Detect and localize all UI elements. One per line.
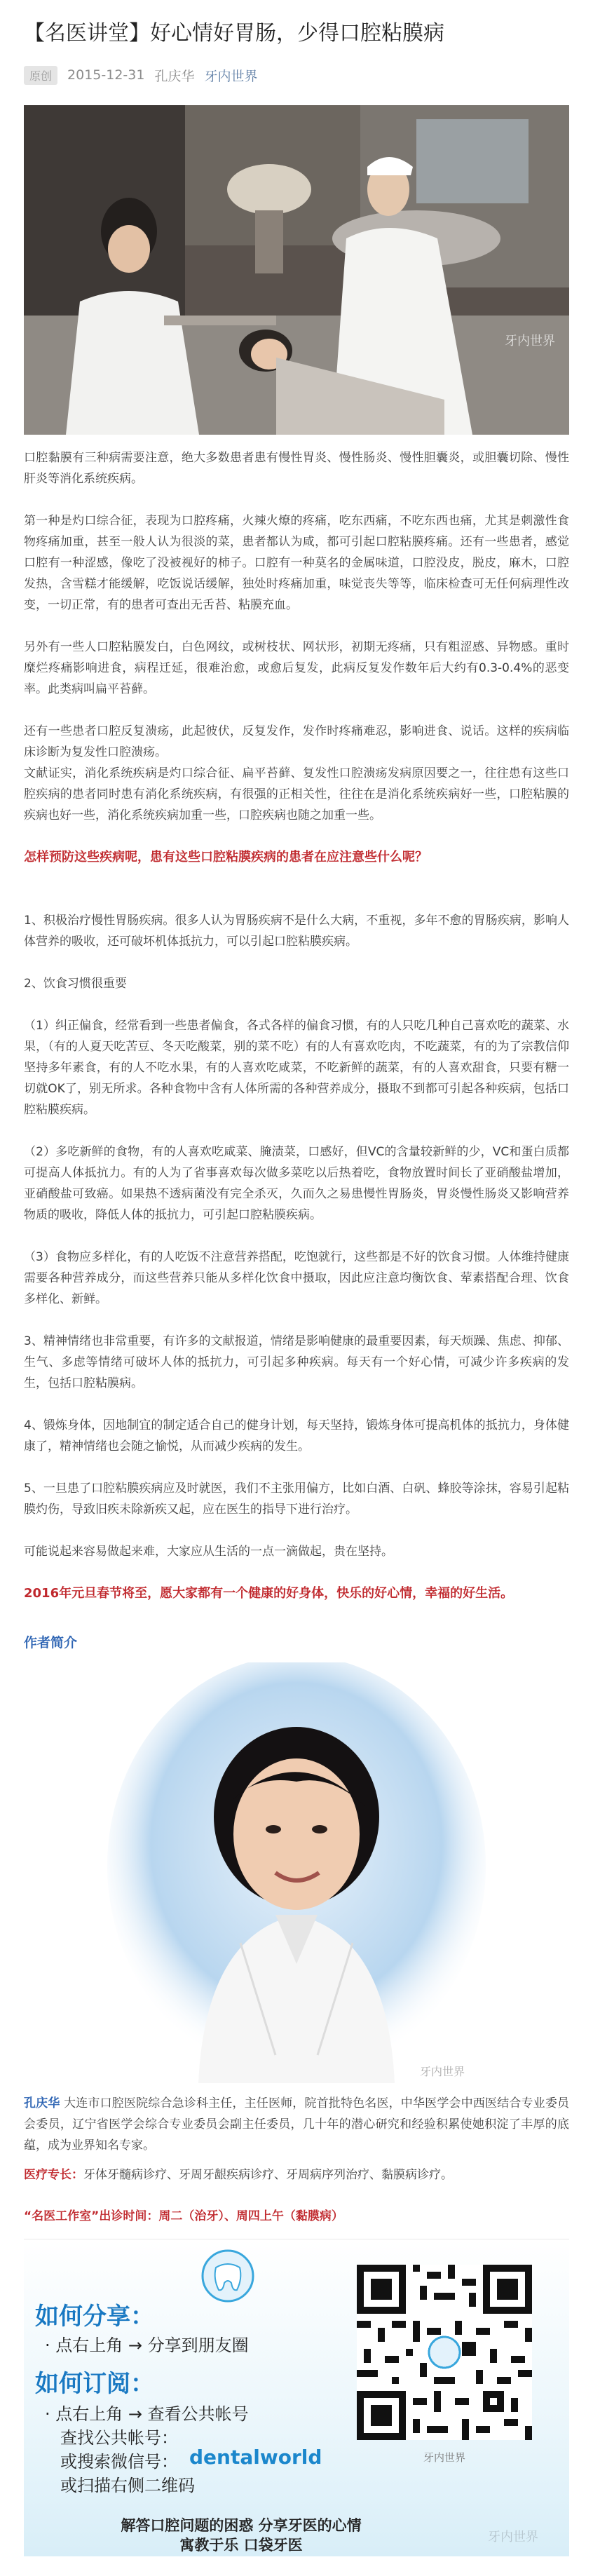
author-bio-name: 孔庆华 (24, 2096, 60, 2110)
photo-watermark: 牙内世界 (505, 334, 555, 348)
qr-code-icon (357, 2265, 532, 2440)
qr-logo-label: 牙内世界 (423, 2451, 465, 2464)
paragraph-burning-mouth: 第一种是灼口综合征，表现为口腔疼痛，火辣火燎的疼痛，吃东西痛，不吃东西也痛，尤其是刺激性食物疼痛加重，甚至一般人认为很淡的菜，患者都认为咸，都可引起口腔粘膜疼痛。还有一些患者，感觉口腔有一种涩感，像吃了没被视好的柿子。口腔有一种莫名的金属味道，口腔没皮，脱皮，麻木，口腔发热，含雪糕才能缓解，吃饭说话缓解，独处时疼痛加重，味觉丧失等等，临床检查可无任何病理性改变，一切正常，有的患者可查出无舌苔、粘膜充血。 (24, 514, 569, 612)
qr-code[interactable] (357, 2265, 532, 2440)
paragraph-literature: 文献证实，消化系统疾病是灼口综合征、扁平苔藓、复发性口腔溃疡发病原因要之一，往往患有这些口腔疾病的患者同时患有消化系统疾病，有很强的正相关性，往往在是消化系统疾病好一些，口腔粘膜的疾病也好一些，消化系统疾病加重一些，口腔疾病也随之加重一些。 (24, 766, 569, 822)
article-meta (24, 65, 569, 86)
author-portrait-illustration (100, 1662, 493, 2083)
original-tag: 原创 (24, 66, 57, 85)
tip-2: 2、饮食习惯很重要 (24, 977, 127, 991)
publish-date: 2015-12-31 (67, 67, 145, 83)
article-title: 【名医讲堂】好心情好胃肠，少得口腔粘膜病 (24, 21, 444, 46)
clinic-photo (24, 105, 569, 435)
banner-watermark: 牙内世界 (488, 2530, 538, 2544)
share-banner (24, 2239, 569, 2556)
share-step: · 点右上角 → 分享到朋友圈 (45, 2336, 249, 2355)
tip-4: 4、锻炼身体，因地制宜的制定适合自己的健身计划，每天坚持，锻炼身体可提高机体的抵抗力，身体健康了，精神情绪也会随之愉悦，从而减少疾病的发生。 (24, 1418, 569, 1453)
expertise-line (24, 2164, 569, 2185)
subscribe-step-2: 查找公共帐号： (60, 2428, 178, 2448)
subscribe-step-3: 或搜索微信号： (60, 2452, 178, 2472)
author-bio-text: 大连市口腔医院综合急诊科主任，主任医师，院首批特色名医，中华医学会中西医结合专业委员会委员，辽宁省医学会综合专业委员会副主任委员，几十年的潜心研究和经验积累使她积淀了丰厚的底蕴，成为业界知名专家。 (24, 2096, 570, 2153)
author-bio (24, 2093, 569, 2156)
expertise-label: 医疗专长： (24, 2168, 83, 2182)
closing-paragraph: 可能说起来容易做起来难，大家应从生活的一点一滴做起，贵在坚持。 (24, 1545, 393, 1559)
author-name: 孔庆华 (154, 68, 195, 84)
clinic-photo-illustration (24, 105, 569, 435)
subscribe-step-4: 或扫描右侧二维码 (60, 2476, 195, 2495)
expertise-text: 牙体牙髓病诊疗、牙周牙龈疾病诊疗、牙周病序列治疗、黏膜病诊疗。 (83, 2168, 453, 2182)
tip-2c: （3）食物应多样化，有的人吃饭不注意营养搭配，吃饱就行，这些都是不好的饮食习惯。人体维持健康需要各种营养成分，而这些营养只能从多样化饮食中摄取，因此应注意均衡饮食、荤素搭配合理、饮食多样化、新鲜。 (24, 1250, 569, 1306)
prevention-heading: 怎样预防这些疾病呢，患有这些口腔粘膜疾病的患者在应注意些什么呢？ (24, 850, 428, 865)
slogan-line-2: 寓教于乐 口袋牙医 (179, 2537, 303, 2554)
wechat-id[interactable]: dentalworld (189, 2446, 322, 2469)
author-portrait (100, 1662, 493, 2083)
tip-1: 1、积极治疗慢性胃肠疾病。很多人认为胃肠疾病不是什么大病，不重视，多年不愈的胃肠疾病，影响人体营养的吸收，还可破坏机体抵抗力，可以引起口腔粘膜疾病。 (24, 914, 569, 949)
paragraph-ulcer: 还有一些患者口腔反复溃疡，此起彼伏，反复发作，发作时疼痛难忍，影响进食、说话。这样的疾病临床诊断为复发性口腔溃疡。 (24, 724, 569, 759)
subscribe-step-1: · 点右上角 → 查看公共帐号 (45, 2404, 249, 2424)
tip-2b: （2）多吃新鲜的食物，有的人喜欢吃咸菜、腌渍菜，口感好，但VC的含量较新鲜的少，VC和蛋白质都可提高人体抵抗力。有的人为了省事喜欢每次做多菜吃以后热着吃，食物放置时间长了亚硝酸盐增加，亚硝酸盐可致癌。如果热不透病菌没有完全杀灭，久而久之易患慢性胃肠炎，胃炎慢性肠炎又影响营养物质的吸收，降低人体的抵抗力，可引起口腔粘膜疾病。 (24, 1145, 569, 1222)
tip-2a: （1）纠正偏食，经常看到一些患者偏食，各式各样的偏食习惯，有的人只吃几种自己喜欢吃的蔬菜、水果，（有的人夏天吃苦豆、冬天吃酸菜，别的菜不吃）有的人有喜欢吃肉，不吃蔬菜，有的为了宗教信仰坚持多年素食，有的人不吃水果，有的人喜欢吃咸菜，不吃新鲜的蔬菜，有的人喜欢甜食，只要有糖一切就OK了，别无所求。各种食物中含有人体所需的各种营养成分，摄取不到都可引起各种疾病，包括口腔粘膜疾病。 (24, 1019, 569, 1117)
account-link[interactable]: 牙内世界 (204, 68, 258, 84)
paragraph-lichen-planus: 另外有一些人口腔粘膜发白，白色网纹，或树枝状、网状形，初期无疼痛，只有粗涩感、异物感。重时糜烂疼痛影响进食，病程迁延，很难治愈，或愈后复发，此病反复发作数年后大约有0.3-0.4%的恶变率。此类病叫扁平苔藓。 (24, 640, 569, 696)
studio-hours: “名医工作室”出诊时间：周二（治牙）、周四上午（黏膜病） (24, 2209, 343, 2223)
how-to-subscribe-heading: 如何订阅： (35, 2370, 154, 2398)
paragraph-intro: 口腔黏膜有三种病需要注意，绝大多数患者患有慢性胃炎、慢性肠炎、慢性胆囊炎，或胆囊切除、慢性肝炎等消化系统疾病。 (24, 451, 569, 486)
slogan-line-1: 解答口腔问题的困惑 分享牙医的心情 (121, 2517, 362, 2534)
tooth-logo-icon (196, 2248, 259, 2304)
how-to-share-heading: 如何分享： (35, 2303, 154, 2331)
new-year-greeting: 2016年元旦春节将至，愿大家都有一个健康的好身体，快乐的好心情，幸福的好生活。 (24, 1586, 514, 1601)
tip-3: 3、精神情绪也非常重要，有许多的文献报道，情绪是影响健康的最重要因素，每天烦躁、焦虑、抑郁、生气、多虑等情绪可破坏人体的抵抗力，可引起多种疾病。每天有一个好心情，可减少许多疾病的发生，包括口腔粘膜病。 (24, 1334, 569, 1390)
portrait-watermark: 牙内世界 (419, 2065, 465, 2078)
tip-5: 5、一旦患了口腔粘膜疾病应及时就医，我们不主张用偏方，比如白酒、白矾、蜂胶等涂抹，容易引起粘膜灼伤，导致旧疾未除新疾又起，应在医生的指导下进行治疗。 (24, 1482, 569, 1517)
author-heading: 作者简介 (24, 1635, 78, 1650)
